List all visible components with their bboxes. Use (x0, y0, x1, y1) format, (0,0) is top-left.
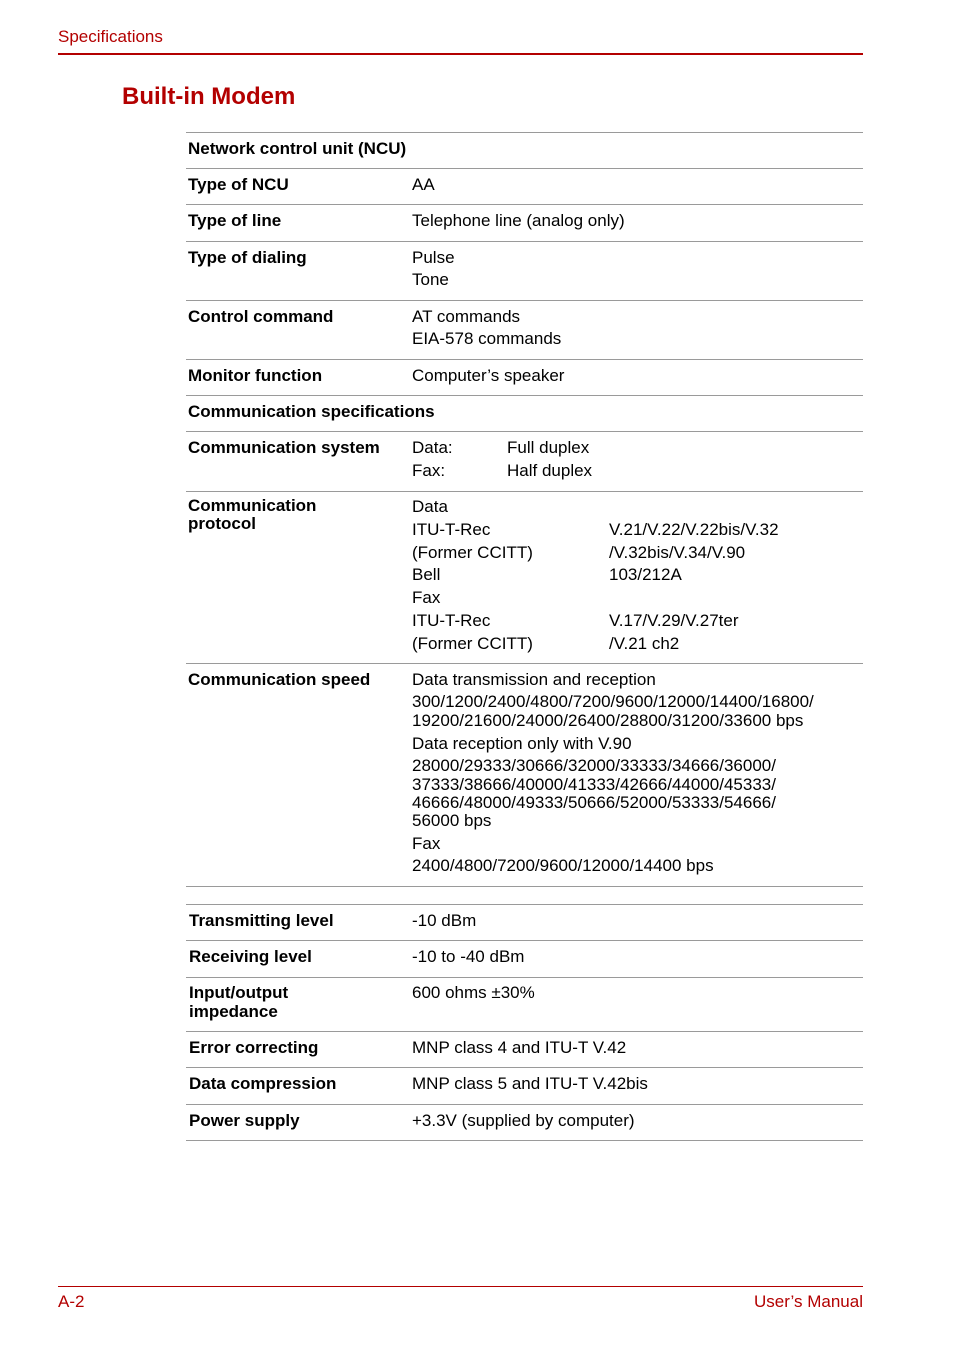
control-command-value: EIA-578 commands (412, 329, 562, 348)
section-title: Built-in Modem (122, 83, 296, 110)
comm-system-key: Fax: (412, 461, 446, 480)
table-rule (186, 132, 863, 133)
transmitting-level-value: -10 dBm (412, 911, 477, 930)
table-rule (186, 491, 863, 492)
control-command-value: AT commands (412, 307, 521, 326)
power-supply-label: Power supply (189, 1111, 300, 1130)
error-correcting-value: MNP class 4 and ITU-T V.42 (412, 1038, 627, 1057)
table-rule (186, 940, 863, 941)
comm-speed-line: 2400/4800/7200/9600/12000/14400 bps (412, 856, 714, 875)
table-rule (186, 886, 863, 887)
data-compression-value: MNP class 5 and ITU-T V.42bis (412, 1074, 648, 1093)
comm-protocol-item: Fax (412, 588, 441, 607)
modem-level-table (186, 904, 863, 1142)
type-dialing-value: Tone (412, 270, 449, 289)
table-rule (186, 1140, 863, 1141)
comm-protocol-standard: /V.32bis/V.34/V.90 (609, 543, 746, 562)
running-header: Specifications (58, 27, 163, 46)
table-rule (186, 977, 863, 978)
comm-protocol-item: ITU-T-Rec (412, 611, 491, 630)
header-rule (58, 53, 863, 55)
comm-protocol-standard: V.17/V.29/V.27ter (609, 611, 739, 630)
table-rule (186, 1031, 863, 1032)
comm-protocol-item: ITU-T-Rec (412, 520, 491, 539)
comm-system-label: Communication system (188, 438, 380, 457)
impedance-label: Input/output (189, 983, 289, 1002)
monitor-function-label: Monitor function (188, 366, 323, 385)
comm-protocol-item: Data (412, 497, 448, 516)
comm-protocol-item: (Former CCITT) (412, 543, 533, 562)
type-ncu-label: Type of NCU (188, 175, 289, 194)
type-dialing-label: Type of dialing (188, 248, 307, 267)
comm-speed-line: 56000 bps (412, 811, 492, 830)
table-rule (186, 241, 863, 242)
table-rule (186, 663, 863, 664)
comm-speed-label: Communication speed (188, 670, 371, 689)
comm-system-value: Half duplex (507, 461, 593, 480)
page-number: A-2 (58, 1292, 85, 1311)
table-rule (186, 1104, 863, 1105)
comm-speed-line: Fax (412, 834, 441, 853)
comm-protocol-item: (Former CCITT) (412, 634, 533, 653)
table-rule (186, 431, 863, 432)
control-command-label: Control command (188, 307, 334, 326)
table-rule (186, 395, 863, 396)
comm-protocol-standard: V.21/V.22/V.22bis/V.32 (609, 520, 779, 539)
ncu-spec-table (186, 132, 863, 888)
manual-name: User’s Manual (754, 1292, 863, 1311)
comm-speed-line: Data transmission and reception (412, 670, 656, 689)
comm-protocol-standard: 103/212A (609, 565, 682, 584)
comm-speed-line: 19200/21600/24000/26400/28800/31200/33600 bps (412, 711, 804, 730)
type-dialing-value: Pulse (412, 248, 455, 267)
data-compression-label: Data compression (189, 1074, 337, 1093)
table-rule (186, 300, 863, 301)
comm-speed-line: 37333/38666/40000/41333/42666/44000/45333/ (412, 775, 776, 794)
type-line-label: Type of line (188, 211, 282, 230)
comm-system-key: Data: (412, 438, 453, 457)
table-rule (186, 904, 863, 905)
receiving-level-value: -10 to -40 dBm (412, 947, 525, 966)
table-rule (186, 1067, 863, 1068)
impedance-label: impedance (189, 1002, 278, 1021)
ncu-heading: Network control unit (NCU) (188, 139, 407, 158)
power-supply-value: +3.3V (supplied by computer) (412, 1111, 635, 1130)
comm-system-value: Full duplex (507, 438, 590, 457)
type-ncu-value: AA (412, 175, 435, 194)
comm-speed-line: 300/1200/2400/4800/7200/9600/12000/14400/16800/ (412, 692, 814, 711)
comm-speed-line: 28000/29333/30666/32000/33333/34666/36000/ (412, 756, 776, 775)
type-line-value: Telephone line (analog only) (412, 211, 625, 230)
comm-speed-line: Data reception only with V.90 (412, 734, 632, 753)
table-rule (186, 204, 863, 205)
footer-rule (58, 1286, 863, 1287)
error-correcting-label: Error correcting (189, 1038, 319, 1057)
comm-spec-heading: Communication specifications (188, 402, 435, 421)
comm-protocol-label: protocol (188, 514, 256, 533)
impedance-value: 600 ohms ±30% (412, 983, 535, 1002)
comm-speed-line: 46666/48000/49333/50666/52000/53333/54666/ (412, 793, 776, 812)
table-rule (186, 168, 863, 169)
transmitting-level-label: Transmitting level (189, 911, 334, 930)
receiving-level-label: Receiving level (189, 947, 312, 966)
comm-protocol-item: Bell (412, 565, 441, 584)
monitor-function-value: Computer’s speaker (412, 366, 565, 385)
comm-protocol-label: Communication (188, 496, 317, 515)
comm-protocol-standard: /V.21 ch2 (609, 634, 680, 653)
table-rule (186, 359, 863, 360)
